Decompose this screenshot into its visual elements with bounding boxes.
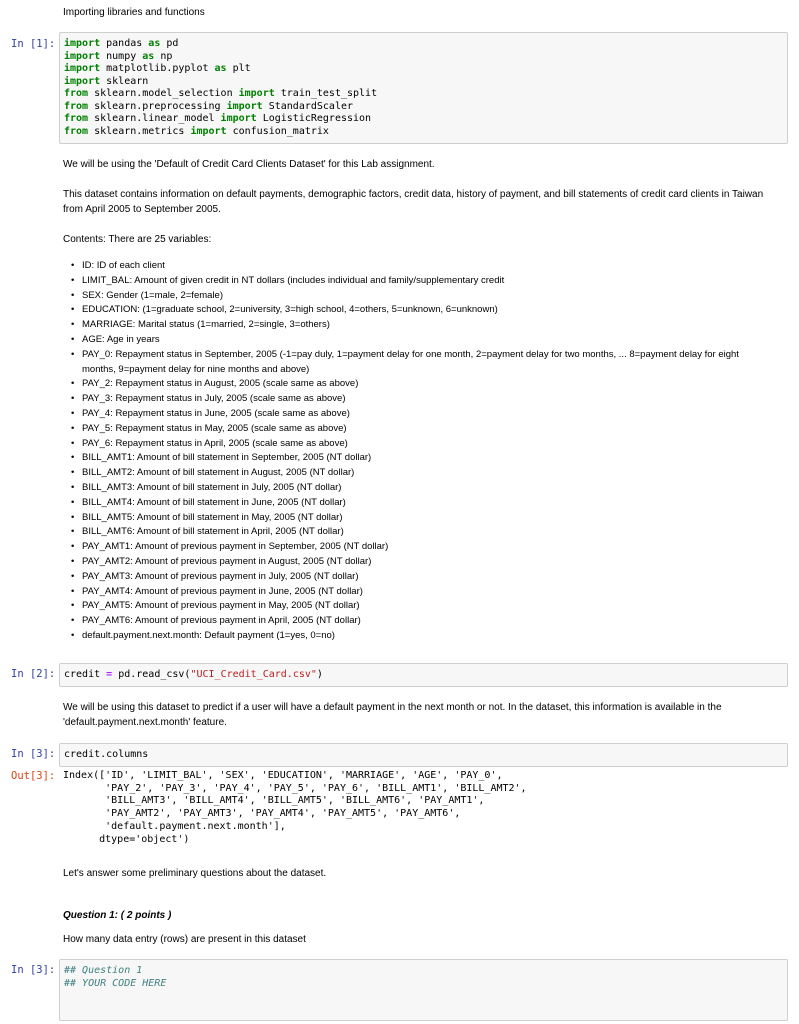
code-cell-1-source[interactable] [60,33,787,143]
markdown-intro-heading: Importing libraries and functions [63,7,205,18]
output-3-text: Index(['ID', 'LIMIT_BAL', 'SEX', 'EDUCATION', 'MARRIAGE', 'AGE', 'PAY_0', 'PAY_2', 'PAY_3', 'PAY_4', 'PAY_5', 'PAY_6', 'BILL_AMT1', 'BILL_AMT2', 'BILL_AMT3', 'BILL_AMT4', 'BILL_AMT5', 'BILL_AMT6', 'PAY_AMT1', 'PAY_AMT2', 'PAY_AMT3', 'PAY_AMT4', 'PAY_AMT5', 'PAY_AMT6', 'default.payment.next.month'], dtype='object') [63,770,527,845]
code-line: from sklearn.model_selection import train_test_split [64,88,378,99]
output-3-prompt: Out[3]: [11,770,56,782]
variable-list-item: • PAY_0: Repayment status in September, 2005 (-1=pay duly, 1=payment delay for one month, 2=payment delay for two months, ... 8=payment delay for eight months, 9=payment delay for nine months and above) [82,348,775,378]
code-line: import sklearn [64,75,149,87]
variable-list-item: • PAY_AMT2: Amount of previous payment in August, 2005 (NT dollar) [82,555,775,570]
variable-list-item: • BILL_AMT5: Amount of bill statement in May, 2005 (NT dollar) [82,511,775,526]
code-cell-1[interactable] [59,32,788,144]
code-line: import matplotlib.pyplot as plt [64,63,251,74]
code-cell-4-source[interactable] [60,960,787,995]
code-cell-3[interactable] [59,743,788,767]
cell-1-prompt: In [1]: [11,38,56,50]
variable-list-item: • PAY_AMT5: Amount of previous payment in May, 2005 (NT dollar) [82,599,775,614]
variable-list-item: • BILL_AMT1: Amount of bill statement in September, 2005 (NT dollar) [82,451,775,466]
variable-list-item: • EDUCATION: (1=graduate school, 2=university, 3=high school, 4=others, 5=unknown, 6=unknown) [82,303,775,318]
variable-list-item: • BILL_AMT2: Amount of bill statement in August, 2005 (NT dollar) [82,466,775,481]
cell-3-prompt: In [3]: [11,748,56,760]
code-line: from sklearn.preprocessing import StandardScaler [64,100,354,112]
code-cell-3-source[interactable] [60,744,787,767]
variable-list-item: • BILL_AMT3: Amount of bill statement in July, 2005 (NT dollar) [82,481,775,496]
variable-list-item: • PAY_4: Repayment status in June, 2005 (scale same as above) [82,407,775,422]
question-1-title: Question 1: ( 2 points ) [63,910,172,921]
code-line: ## Question 1 [64,965,143,976]
cell-4-prompt: In [3]: [11,964,56,976]
variable-list-item: • SEX: Gender (1=male, 2=female) [82,289,775,304]
code-line: from sklearn.metrics import confusion_matrix [64,125,329,137]
variable-list-item: • LIMIT_BAL: Amount of given credit in NT dollars (includes individual and family/supplementary credit [82,274,775,289]
code-line: credit = pd.read_csv("UCI_Credit_Card.csv") [64,669,323,680]
variable-list-item: • BILL_AMT6: Amount of bill statement in April, 2005 (NT dollar) [82,525,775,540]
markdown-preliminary-questions: Let's answer some preliminary questions about the dataset. [63,868,327,879]
code-line: credit.columns [64,749,149,760]
variable-list-item: • PAY_5: Repayment status in May, 2005 (scale same as above) [82,422,775,437]
code-line: from sklearn.linear_model import LogisticRegression [64,113,372,124]
variable-list-item: • PAY_AMT1: Amount of previous payment in September, 2005 (NT dollar) [82,540,775,555]
code-line: import numpy as np [64,50,173,62]
variable-list-item: • PAY_AMT4: Amount of previous payment in June, 2005 (NT dollar) [82,585,775,600]
variable-list-item: • ID: ID of each client [82,259,775,274]
variable-list-item: • BILL_AMT4: Amount of bill statement in June, 2005 (NT dollar) [82,496,775,511]
markdown-prediction-goal: We will be using this dataset to predict if a user will have a default payment in the next month or not. In the dataset, this information is available in the 'default.payment.next.month' feature. [63,702,722,728]
variable-list-item: • PAY_AMT6: Amount of previous payment in April, 2005 (NT dollar) [82,614,775,629]
code-cell-2[interactable] [59,663,788,687]
variable-list-item: • MARRIAGE: Marital status (1=married, 2=single, 3=others) [82,318,775,333]
variable-list-item: • PAY_6: Repayment status in April, 2005 (scale same as above) [82,437,775,452]
code-cell-4[interactable] [59,959,788,1021]
variable-list-item: • PAY_3: Repayment status in July, 2005 (scale same as above) [82,392,775,407]
variable-list-item: • PAY_2: Repayment status in August, 2005 (scale same as above) [82,377,775,392]
cell-2-prompt: In [2]: [11,668,56,680]
variables-list [63,259,775,644]
code-cell-2-source[interactable] [60,664,787,687]
variable-list-item: • PAY_AMT3: Amount of previous payment in July, 2005 (NT dollar) [82,570,775,585]
variable-list-item: • default.payment.next.month: Default payment (1=yes, 0=no) [82,629,775,644]
code-line: import pandas as pd [64,38,179,49]
variable-list-item: • AGE: Age in years [82,333,775,348]
markdown-dataset-intro: We will be using the 'Default of Credit Card Clients Dataset' for this Lab assignment. [63,159,435,170]
markdown-contents-heading: Contents: There are 25 variables: [63,234,212,245]
question-1-text: How many data entry (rows) are present in this dataset [63,934,306,945]
markdown-dataset-description: This dataset contains information on default payments, demographic factors, credit data, history of payment, and bill statements of credit card clients in Taiwan from April 2005 to September 2005. [63,189,764,215]
code-line: ## YOUR CODE HERE [64,977,167,989]
